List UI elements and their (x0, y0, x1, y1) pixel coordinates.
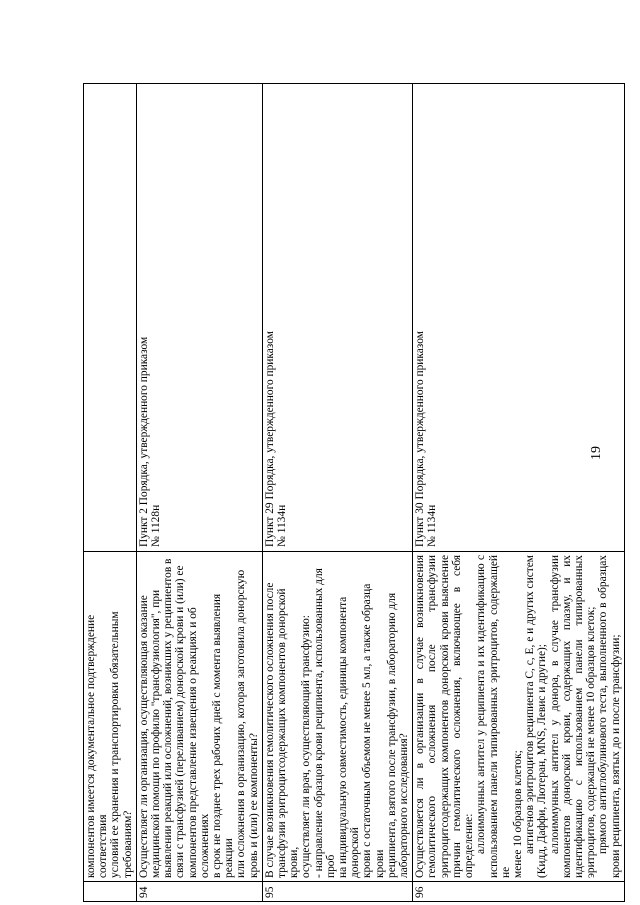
requirements-table (83, 83, 625, 902)
reference-cell: Пункт 29 Порядка, утвержденного приказом № 1134н (262, 84, 412, 552)
table-row (136, 84, 262, 902)
table-row (262, 84, 412, 902)
row-number-cell: 94 (136, 882, 262, 902)
reference-cell: Пункт 2 Порядка, утвержденного приказом № 1128н (136, 84, 262, 552)
table-row (84, 84, 137, 902)
requirement-cell: компонентов имеется документальное подтверждение соответствия условий ее хранения и транспортировки обязательным требованиям? (84, 552, 137, 882)
requirement-cell: Осуществляется ли в организации в случае возникновения гемолитического осложнения после трансфузии эритроцитсодержащих компонентов донорской крови выяснение причин гемолитического осложнения, включающее в себя определение: аллоиммунных антител у реципиента и их идентификацию с использованием панели типированных эритроцитов, содержащей не менее 10 образцов клеток; антигенов эритроцитов реципиента C, c, E, e и других систем (Кидд, Даффи, Лютеран, MNS, Левис и другие); аллоиммунных антител у донора, в случае трансфузии компонентов донорской крови, содержащих плазму, и их идентификацию с использованием панели типированных эритроцитов, содержащей не менее 10 образцов клеток; прямого антиглобулинового теста, выполненного в образцах крови реципиента, взятых до и после трансфузии; (413, 552, 624, 882)
requirement-cell: В случае возникновения гемолитического осложнения после трансфузии эритроцитсодержащих компонентов донорской крови, осуществляет ли врач, осуществляющий трансфузию: - направление образцов крови реципиента, использованных для проб на индивидуальную совместимость, единицы компонента донорской крови с остаточным объемом не менее 5 мл, а также образца крови реципиента, взятого после трансфузии, в лабораторию для лабораторного исследования? (262, 552, 412, 882)
row-number-cell (84, 882, 137, 902)
row-number-cell: 96 (413, 882, 624, 902)
table-row (413, 84, 624, 902)
page-number: 19 (589, 446, 604, 460)
reference-cell (84, 84, 137, 552)
row-number-cell: 95 (262, 882, 412, 902)
requirement-cell: Осуществляет ли организация, осуществляющая оказание медицинской помощи по профилю "трансфузиология", при выявлении реакций или осложнений, возникших у реципиентов в связи с трансфузией (переливанием) донорской крови и (или) ее компонентов представление извещения о реакциях и об осложнениях в срок не позднее трех рабочих дней с момента выявления реакции или осложнения в организацию, которая заготовила донорскую кровь и (или) ее компоненты? (136, 552, 262, 882)
reference-cell: Пункт 30 Порядка, утвержденного приказом № 1134н (413, 84, 624, 552)
